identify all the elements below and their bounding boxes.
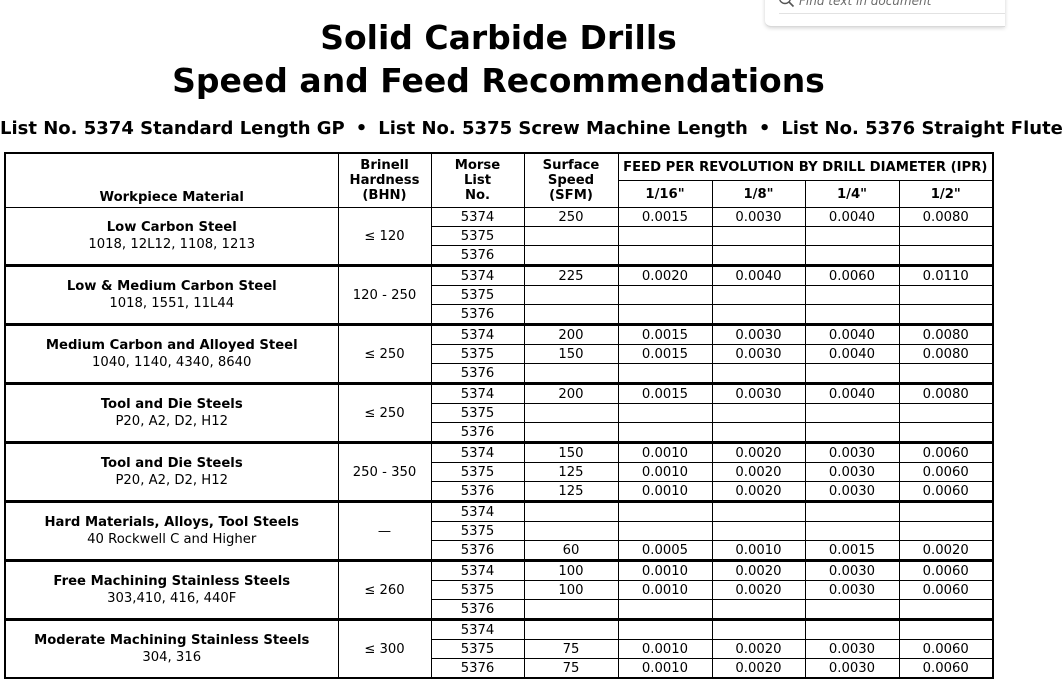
feed-1-2-cell: 0.0110 — [899, 266, 993, 286]
morse-list-no-cell: 5375 — [431, 286, 524, 305]
surface-speed-cell: 60 — [524, 541, 618, 561]
surface-speed-cell: 150 — [524, 345, 618, 364]
surface-speed-cell — [524, 286, 618, 305]
feed-1-2-cell — [899, 620, 993, 640]
workpiece-material-cell — [5, 620, 338, 679]
morse-list-no-cell: 5375 — [431, 581, 524, 600]
feed-1-4-cell: 0.0030 — [805, 482, 899, 502]
feed-1-4-cell — [805, 600, 899, 620]
morse-list-no-cell: 5376 — [431, 541, 524, 561]
feed-1-4-cell — [805, 502, 899, 522]
table-row — [5, 502, 993, 522]
feed-1-2-cell — [899, 364, 993, 384]
header-brinell-hardness — [338, 153, 431, 208]
workpiece-material-cell — [5, 561, 338, 620]
surface-speed-cell — [524, 502, 618, 522]
morse-list-no-cell: 5375 — [431, 345, 524, 364]
feed-1-4-cell: 0.0040 — [805, 345, 899, 364]
morse-list-no-cell: 5375 — [431, 404, 524, 423]
feed-1-16-cell: 0.0015 — [618, 208, 712, 227]
feed-1-8-cell: 0.0020 — [712, 659, 805, 679]
table-row — [5, 620, 993, 640]
feed-1-2-cell: 0.0060 — [899, 443, 993, 463]
feed-1-2-cell: 0.0060 — [899, 561, 993, 581]
morse-list-no-cell: 5375 — [431, 463, 524, 482]
feed-1-4-cell: 0.0030 — [805, 659, 899, 679]
morse-list-no-cell: 5374 — [431, 384, 524, 404]
list-5375-label: List No. 5375 Screw Machine Length — [378, 118, 748, 139]
feed-1-4-cell: 0.0030 — [805, 640, 899, 659]
feed-1-4-cell — [805, 522, 899, 541]
brinell-hardness-cell: ≤ 250 — [338, 325, 431, 384]
feed-1-8-cell — [712, 364, 805, 384]
feed-1-8-cell — [712, 423, 805, 443]
feed-1-2-cell — [899, 423, 993, 443]
brinell-hardness-cell: ≤ 120 — [338, 208, 431, 266]
header-morse-line1: Morse — [454, 158, 501, 173]
feed-1-2-cell: 0.0060 — [899, 581, 993, 600]
feed-1-8-cell: 0.0020 — [712, 463, 805, 482]
brinell-hardness-cell: — — [338, 502, 431, 561]
speed-feed-table — [4, 152, 994, 679]
surface-speed-cell: 75 — [524, 640, 618, 659]
feed-1-16-cell — [618, 246, 712, 266]
surface-speed-cell — [524, 305, 618, 325]
table-row — [5, 266, 993, 286]
material-name: Moderate Machining Stainless Steels — [34, 633, 310, 648]
feed-1-2-cell: 0.0080 — [899, 384, 993, 404]
brinell-hardness-cell: ≤ 300 — [338, 620, 431, 679]
feed-1-8-cell — [712, 502, 805, 522]
morse-list-no-cell: 5376 — [431, 659, 524, 679]
surface-speed-cell — [524, 404, 618, 423]
feed-1-16-cell: 0.0020 — [618, 266, 712, 286]
header-brinell-line3: (BHN) — [362, 188, 407, 203]
material-grades: P20, A2, D2, H12 — [115, 414, 229, 429]
table-row — [5, 561, 993, 581]
feed-1-16-cell — [618, 364, 712, 384]
feed-1-16-cell: 0.0010 — [618, 561, 712, 581]
feed-1-16-cell — [618, 227, 712, 246]
surface-speed-cell: 125 — [524, 463, 618, 482]
material-grades: P20, A2, D2, H12 — [115, 473, 229, 488]
feed-1-8-cell — [712, 522, 805, 541]
find-text-input[interactable] — [799, 0, 994, 8]
workpiece-material-cell — [5, 443, 338, 502]
table-body — [5, 208, 993, 679]
feed-1-8-cell — [712, 305, 805, 325]
material-grades: 1040, 1140, 4340, 8640 — [92, 355, 252, 370]
page-subtitle: Speed and Feed Recommendations — [172, 61, 825, 100]
morse-list-no-cell: 5375 — [431, 227, 524, 246]
feed-1-8-cell: 0.0020 — [712, 561, 805, 581]
header-brinell-line1: Brinell — [360, 158, 409, 173]
feed-1-16-cell — [618, 620, 712, 640]
bullet-separator: • — [758, 118, 771, 139]
header-workpiece-material: Workpiece Material — [5, 153, 338, 208]
morse-list-no-cell: 5376 — [431, 246, 524, 266]
surface-speed-cell — [524, 600, 618, 620]
feed-1-2-cell: 0.0020 — [899, 541, 993, 561]
feed-1-4-cell — [805, 404, 899, 423]
morse-list-no-cell: 5374 — [431, 561, 524, 581]
surface-speed-cell — [524, 423, 618, 443]
feed-1-2-cell: 0.0080 — [899, 208, 993, 227]
surface-speed-cell: 100 — [524, 581, 618, 600]
material-grades: 1018, 1551, 11L44 — [109, 296, 235, 311]
feed-1-8-cell: 0.0020 — [712, 640, 805, 659]
feed-1-16-cell: 0.0010 — [618, 482, 712, 502]
morse-list-no-cell: 5374 — [431, 443, 524, 463]
feed-1-8-cell — [712, 286, 805, 305]
morse-list-no-cell: 5375 — [431, 522, 524, 541]
feed-1-8-cell: 0.0040 — [712, 266, 805, 286]
header-speed-line3: (SFM) — [549, 188, 593, 203]
feed-1-16-cell — [618, 305, 712, 325]
header-diameter-1-8: 1/8" — [712, 181, 805, 208]
table-row — [5, 443, 993, 463]
surface-speed-cell: 250 — [524, 208, 618, 227]
feed-1-16-cell — [618, 502, 712, 522]
feed-1-16-cell: 0.0010 — [618, 640, 712, 659]
table-row — [5, 325, 993, 345]
feed-1-8-cell: 0.0030 — [712, 384, 805, 404]
feed-1-16-cell — [618, 522, 712, 541]
morse-list-no-cell: 5374 — [431, 266, 524, 286]
material-name: Tool and Die Steels — [100, 456, 243, 471]
list-numbers-line — [0, 118, 1063, 139]
feed-1-2-cell — [899, 404, 993, 423]
feed-1-2-cell: 0.0060 — [899, 482, 993, 502]
feed-1-2-cell — [899, 227, 993, 246]
feed-1-8-cell — [712, 246, 805, 266]
morse-list-no-cell: 5374 — [431, 502, 524, 522]
surface-speed-cell: 200 — [524, 325, 618, 345]
material-grades: 1018, 12L12, 1108, 1213 — [88, 237, 256, 252]
brinell-hardness-cell: 250 - 350 — [338, 443, 431, 502]
header-speed-line2: Speed — [547, 173, 595, 188]
material-name: Tool and Die Steels — [100, 397, 243, 412]
feed-1-2-cell: 0.0080 — [899, 345, 993, 364]
surface-speed-cell — [524, 620, 618, 640]
feed-1-4-cell — [805, 305, 899, 325]
header-feed-per-revolution: FEED PER REVOLUTION BY DRILL DIAMETER (IPR) — [618, 153, 993, 181]
feed-1-8-cell: 0.0010 — [712, 541, 805, 561]
feed-1-16-cell: 0.0015 — [618, 345, 712, 364]
feed-1-16-cell: 0.0015 — [618, 325, 712, 345]
feed-1-2-cell: 0.0080 — [899, 325, 993, 345]
workpiece-material-cell — [5, 266, 338, 325]
feed-1-4-cell — [805, 364, 899, 384]
feed-1-16-cell — [618, 423, 712, 443]
morse-list-no-cell: 5376 — [431, 305, 524, 325]
surface-speed-cell — [524, 522, 618, 541]
feed-1-4-cell — [805, 620, 899, 640]
feed-1-8-cell: 0.0020 — [712, 443, 805, 463]
feed-1-8-cell: 0.0030 — [712, 208, 805, 227]
surface-speed-cell — [524, 246, 618, 266]
feed-1-16-cell: 0.0010 — [618, 581, 712, 600]
list-5374-label: List No. 5374 Standard Length GP — [0, 118, 345, 139]
feed-1-8-cell — [712, 227, 805, 246]
header-morse-list-no — [431, 153, 524, 208]
workpiece-material-cell — [5, 502, 338, 561]
brinell-hardness-cell: ≤ 250 — [338, 384, 431, 443]
feed-1-16-cell: 0.0015 — [618, 384, 712, 404]
material-grades: 303,410, 416, 440F — [107, 591, 237, 606]
morse-list-no-cell: 5376 — [431, 364, 524, 384]
material-name: Low & Medium Carbon Steel — [66, 279, 277, 294]
header-brinell-line2: Hardness — [349, 173, 420, 188]
search-icon[interactable] — [777, 0, 795, 12]
page-title: Solid Carbide Drills — [320, 18, 677, 57]
material-name: Hard Materials, Alloys, Tool Steels — [44, 515, 300, 530]
morse-list-no-cell: 5374 — [431, 208, 524, 227]
feed-1-4-cell: 0.0030 — [805, 561, 899, 581]
feed-1-4-cell: 0.0030 — [805, 443, 899, 463]
morse-list-no-cell: 5376 — [431, 423, 524, 443]
brinell-hardness-cell: 120 - 250 — [338, 266, 431, 325]
morse-list-no-cell: 5376 — [431, 482, 524, 502]
feed-1-4-cell: 0.0030 — [805, 463, 899, 482]
surface-speed-cell: 125 — [524, 482, 618, 502]
feed-1-2-cell — [899, 305, 993, 325]
workpiece-material-cell — [5, 208, 338, 266]
header-morse-line2: List — [463, 173, 492, 188]
feed-1-8-cell — [712, 600, 805, 620]
table-row — [5, 208, 993, 227]
feed-1-16-cell: 0.0010 — [618, 443, 712, 463]
workpiece-material-cell — [5, 325, 338, 384]
feed-1-4-cell: 0.0015 — [805, 541, 899, 561]
feed-1-2-cell: 0.0060 — [899, 640, 993, 659]
feed-1-16-cell: 0.0005 — [618, 541, 712, 561]
bullet-separator: • — [355, 118, 368, 139]
header-morse-line3: No. — [464, 188, 491, 203]
morse-list-no-cell: 5375 — [431, 640, 524, 659]
header-diameter-1-4: 1/4" — [805, 181, 899, 208]
surface-speed-cell: 100 — [524, 561, 618, 581]
feed-1-4-cell: 0.0040 — [805, 208, 899, 227]
material-name: Low Carbon Steel — [106, 220, 237, 235]
morse-list-no-cell: 5374 — [431, 620, 524, 640]
material-grades: 40 Rockwell C and Higher — [87, 532, 257, 547]
find-input-underline — [779, 13, 1005, 14]
feed-1-2-cell — [899, 286, 993, 305]
feed-1-2-cell — [899, 502, 993, 522]
surface-speed-cell — [524, 364, 618, 384]
feed-1-16-cell — [618, 404, 712, 423]
morse-list-no-cell: 5376 — [431, 600, 524, 620]
material-name: Medium Carbon and Alloyed Steel — [45, 338, 298, 353]
feed-1-4-cell — [805, 227, 899, 246]
feed-1-8-cell: 0.0030 — [712, 345, 805, 364]
feed-1-4-cell — [805, 246, 899, 266]
surface-speed-cell: 225 — [524, 266, 618, 286]
brinell-hardness-cell: ≤ 260 — [338, 561, 431, 620]
feed-1-2-cell: 0.0060 — [899, 659, 993, 679]
feed-1-16-cell — [618, 286, 712, 305]
feed-1-2-cell — [899, 600, 993, 620]
feed-1-16-cell — [618, 600, 712, 620]
feed-1-2-cell: 0.0060 — [899, 463, 993, 482]
feed-1-8-cell: 0.0030 — [712, 325, 805, 345]
feed-1-4-cell: 0.0060 — [805, 266, 899, 286]
feed-1-8-cell: 0.0020 — [712, 482, 805, 502]
header-speed-line1: Surface — [542, 158, 600, 173]
feed-1-4-cell: 0.0040 — [805, 325, 899, 345]
header-diameter-1-2: 1/2" — [899, 181, 993, 208]
header-surface-speed — [524, 153, 618, 208]
surface-speed-cell: 150 — [524, 443, 618, 463]
feed-1-8-cell — [712, 620, 805, 640]
feed-1-16-cell: 0.0010 — [618, 463, 712, 482]
feed-1-4-cell — [805, 286, 899, 305]
header-diameter-1-16: 1/16" — [618, 181, 712, 208]
list-5376-label: List No. 5376 Straight Flute — [781, 118, 1063, 139]
feed-1-4-cell: 0.0040 — [805, 384, 899, 404]
feed-1-2-cell — [899, 522, 993, 541]
surface-speed-cell: 200 — [524, 384, 618, 404]
workpiece-material-cell — [5, 384, 338, 443]
morse-list-no-cell: 5374 — [431, 325, 524, 345]
feed-1-8-cell: 0.0020 — [712, 581, 805, 600]
feed-1-2-cell — [899, 246, 993, 266]
material-grades: 304, 316 — [142, 650, 202, 665]
feed-1-4-cell — [805, 423, 899, 443]
material-name: Free Machining Stainless Steels — [53, 574, 291, 589]
feed-1-16-cell: 0.0010 — [618, 659, 712, 679]
surface-speed-cell — [524, 227, 618, 246]
surface-speed-cell: 75 — [524, 659, 618, 679]
feed-1-4-cell: 0.0030 — [805, 581, 899, 600]
table-row — [5, 384, 993, 404]
feed-1-8-cell — [712, 404, 805, 423]
